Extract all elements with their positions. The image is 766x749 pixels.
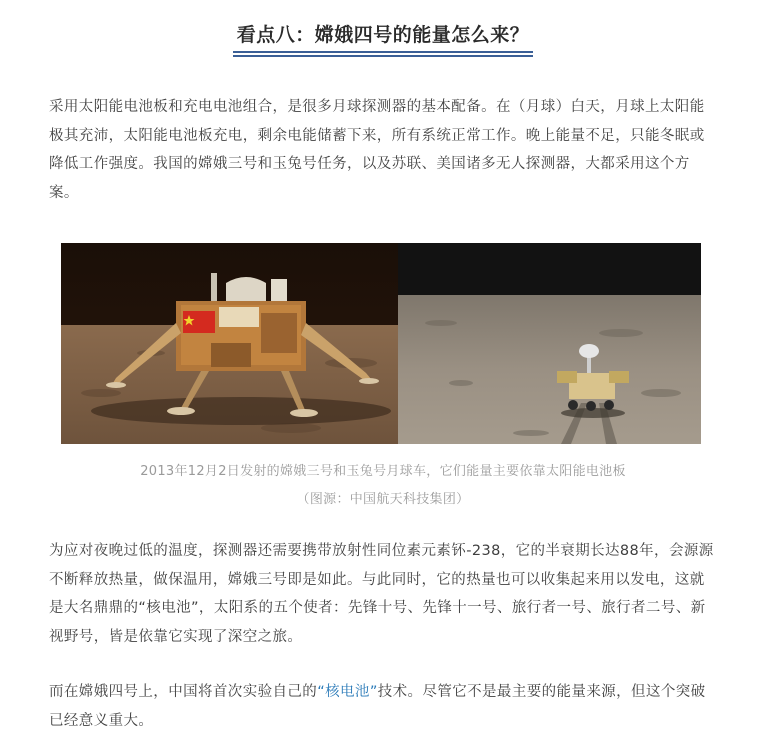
paragraph-change4 [49,678,715,735]
paragraph-change4-start: 而在嫦娥四号上，中国将首次实验自己的 [49,684,318,700]
nuclear-battery-highlight: “核电池” [317,684,378,700]
heading-container [0,20,766,53]
figure-credit: （图源：中国航天科技集团） [296,492,470,507]
paragraph-change4-end: 技术。尽管它不是最主要的能量来源，但这个突破已经意义重大。 [49,684,706,729]
section-heading: 看点八：嫦娥四号的能量怎么来？ [233,20,534,53]
paragraph-solar: 采用太阳能电池板和充电电池组合，是很多月球探测器的基本配备。在（月球）白天，月球上太阳能极其充沛，太阳能电池板充电，剩余电能储蓄下来，所有系统正常工作。晚上能量不足，只能冬眠或降低工作强度。我国的嫦娥三号和玉兔号任务，以及苏联、美国诸多无人探测器，大都采用这个方案。 [49,99,705,201]
paragraph-nuclear: 为应对夜晚过低的温度，探测器还需要携带放射性同位素元素钚-238，它的半衰期长达88年，会源源不断释放热量，做保温用，嫦娥三号即是如此。与此同时，它的热量也可以收集起来用以发电，这就是大名鼎鼎的“核电池”，太阳系的五个使者：先锋十号、先锋十一号、旅行者一号、旅行者二号、新视野号，皆是依靠它实现了深空之旅。 [49,543,714,645]
figure-caption: 2013年12月2日发射的嫦娥三号和玉兔号月球车，它们能量主要依靠太阳能电池板 [140,464,626,479]
lander-rover-photo [61,243,701,444]
